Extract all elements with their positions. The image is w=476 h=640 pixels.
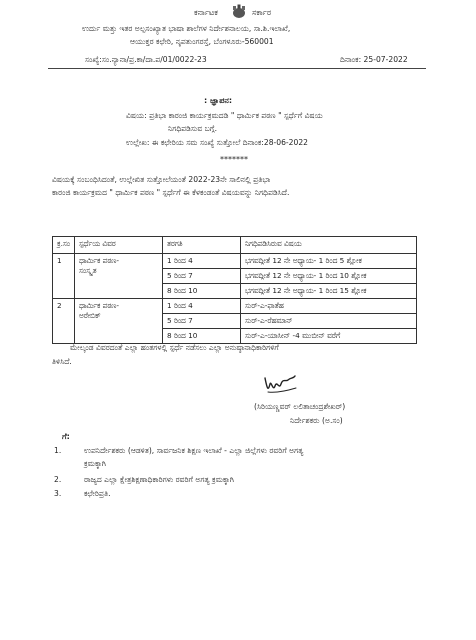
subject-line-1: ವಿಷಯ: ಪ್ರತಿಭಾ ಕಾರಂಜಿ ಕಾರ್ಯಕ್ರಮದಡಿ " ಧಾರ್ಮಿಕ ಪಠಣ " ಸ್ಪರ್ಧೆಗೆ ವಿಷಯ bbox=[126, 111, 323, 120]
competition-name-line2: ಅರೇಬಿಕ್ bbox=[79, 311, 101, 320]
state-name-right: ಸರ್ಕಾರ bbox=[252, 8, 272, 17]
notice-title: : ಜ್ಞಾಪನ: bbox=[204, 96, 233, 105]
class-cell: 8 ರಿಂದ 10 bbox=[163, 329, 241, 344]
office-address: ಆಯುಕ್ತರ ಕಛೇರಿ, ನೃಪತುಂಗರಸ್ತೆ, ಬೆಂಗಳೂರು-560001 bbox=[130, 37, 274, 46]
signatory-name: (ಸಿರಿಯಣ್ಣವರ್ ಲಲಿತಾಚಂದ್ರಶೇಖರ್) bbox=[254, 402, 346, 411]
header-divider bbox=[48, 68, 426, 69]
serial-cell: 2 bbox=[53, 299, 75, 344]
serial-cell: 1 bbox=[53, 254, 75, 299]
competition-name-line2: ಸಂಸ್ಕೃತ bbox=[79, 266, 97, 275]
recipient-number: 2. bbox=[54, 475, 62, 484]
recipient-number: 3. bbox=[54, 489, 62, 498]
header-serial: ಕ್ರ.ಸಂ bbox=[53, 237, 75, 254]
competition-name-line1: ಧಾರ್ಮಿಕ ಪಠಣ- bbox=[79, 301, 119, 310]
subject-line-2: ನಿಗಧಿಪಡಿಸುವ ಬಗ್ಗೆ. bbox=[168, 124, 218, 133]
reference-number: ಸಂಖ್ಯೆ:ಸಂ.ನ್ಯಾನಾ/ಪ್ರ.ಕಾ/ದಾ.ಪ/01/0022-23 bbox=[85, 55, 207, 64]
class-cell: 8 ರಿಂದ 10 bbox=[163, 284, 241, 299]
recipient-number: 1. bbox=[54, 446, 62, 455]
recipient-line: ರಾಜ್ಯದ ಎಲ್ಲಾ ಕ್ಷೇತ್ರಶಿಕ್ಷಣಾಧಿಕಾರಿಗಳು ರವರಿಗೆ ಅಗತ್ಯ ಕ್ರಮಕ್ಕಾಗಿ bbox=[84, 475, 234, 484]
competition-cell bbox=[75, 254, 163, 299]
topic-cell: ಭಗವದ್ಗೀತೆ 12 ನೇ ಅಧ್ಯಾಯ- 1 ರಿಂದ 15 ಶ್ಲೋಕ bbox=[241, 284, 417, 299]
table-row bbox=[53, 299, 417, 314]
table-header-row bbox=[53, 237, 417, 254]
competition-cell bbox=[75, 299, 163, 344]
competition-name-line1: ಧಾರ್ಮಿಕ ಪಠಣ- bbox=[79, 256, 119, 265]
table-row bbox=[53, 254, 417, 269]
class-cell: 1 ರಿಂದ 4 bbox=[163, 254, 241, 269]
state-emblem-icon bbox=[229, 4, 249, 20]
subject-table bbox=[52, 236, 417, 344]
class-cell: 5 ರಿಂದ 7 bbox=[163, 314, 241, 329]
separator-stars: ******* bbox=[220, 155, 248, 164]
header-topic: ನಿಗಧಿಪಡಿಸಿರುವ ವಿಷಯ bbox=[241, 237, 417, 254]
topic-cell: ಸುರ್-ಎ-ಯಾಸೀನ್ -4 ಮುಬೀನ್ ವರೆಗೆ bbox=[241, 329, 417, 344]
letter-date: ದಿನಾಂಕ: 25-07-2022 bbox=[340, 55, 408, 64]
class-cell: 5 ರಿಂದ 7 bbox=[163, 269, 241, 284]
topic-cell: ಭಗವದ್ಗೀತೆ 12 ನೇ ಅಧ್ಯಾಯ- 1 ರಿಂದ 10 ಶ್ಲೋಕ bbox=[241, 269, 417, 284]
recipient-line: ಕಛೇರಿಪ್ರತಿ. bbox=[84, 489, 111, 498]
header-class: ತರಗತಿ bbox=[163, 237, 241, 254]
recipient-line-continued: ಕ್ರಮಕ್ಕಾಗಿ bbox=[84, 459, 106, 468]
header-competition: ಸ್ಪರ್ಧೆಯ ವಿವರ bbox=[75, 237, 163, 254]
body-line-1: ವಿಷಯಕ್ಕೆ ಸಂಬಂಧಿಸಿದಂತೆ, ಉಲ್ಲೇಖಿತ ಸುತ್ತೋಲೆಯಂತೆ 2022-23ನೇ ಸಾಲಿನಲ್ಲಿ ಪ್ರತಿಭಾ bbox=[52, 175, 271, 184]
to-label: ಗೆ: bbox=[62, 432, 70, 441]
class-cell: 1 ರಿಂದ 4 bbox=[163, 299, 241, 314]
signatory-title: ನಿರ್ದೇಶಕರು (ಅ.ಸಂ) bbox=[290, 416, 343, 425]
body-line-2: ಕಾರಂಜಿ ಕಾರ್ಯಕ್ರಮದ " ಧಾರ್ಮಿಕ ಪಠಣ " ಸ್ಪರ್ಧೆಗೆ ಈ ಕೆಳಕಂಡಂತೆ ವಿಷಯವನ್ನು ನಿಗಧಿಪಡಿಸಿದೆ. bbox=[52, 188, 290, 197]
reference-line: ಉಲ್ಲೇಖ: ಈ ಕಛೇರಿಯ ಸಮ ಸಂಖ್ಯೆ ಸುತ್ತೋಲೆ ದಿನಾಂಕ:28-06-2022 bbox=[126, 138, 309, 147]
topic-cell: ಭಗವದ್ಗೀತೆ 12 ನೇ ಅಧ್ಯಾಯ- 1 ರಿಂದ 5 ಶ್ಲೋಕ bbox=[241, 254, 417, 269]
closing-line-2: ತಿಳಿಸಿದೆ. bbox=[52, 357, 72, 366]
state-name-left: ಕರ್ನಾಟಕ bbox=[194, 8, 218, 17]
office-name: ಉರ್ದು ಮತ್ತು ಇತರ ಅಲ್ಪಸಂಖ್ಯಾತ ಭಾಷಾ ಶಾಲೆಗಳ ನಿರ್ದೇಶನಾಲಯ, ಸಾ.ಶಿ.ಇಲಾಖೆ, bbox=[82, 24, 291, 33]
recipient-line: ಉಪನಿರ್ದೇಶಕರು (ಆಡಳಿತ), ಸಾರ್ವಜನಿಕ ಶಿಕ್ಷಣ ಇಲಾಖೆ - ಎಲ್ಲಾ ಜಿಲ್ಲೆಗಳು ರವರಿಗೆ ಅಗತ್ಯ bbox=[84, 446, 304, 455]
topic-cell: ಸುರ್-ಎ-ರೆಹಮಾನ್ bbox=[241, 314, 417, 329]
signature-icon bbox=[262, 372, 298, 396]
topic-cell: ಸುರ್-ಎ-ಫಾತೆಹ bbox=[241, 299, 417, 314]
closing-line-1: ಮೇಲ್ಕಂಡ ವಿವರದಂತೆ ಎಲ್ಲಾ ಹಂತಗಳಲ್ಲಿ ಸ್ಪರ್ಧೆ ನಡೆಸಲು ಎಲ್ಲಾ ಅನುಷ್ಠಾನಾಧಿಕಾರಿಗಳಿಗೆ bbox=[70, 343, 279, 352]
